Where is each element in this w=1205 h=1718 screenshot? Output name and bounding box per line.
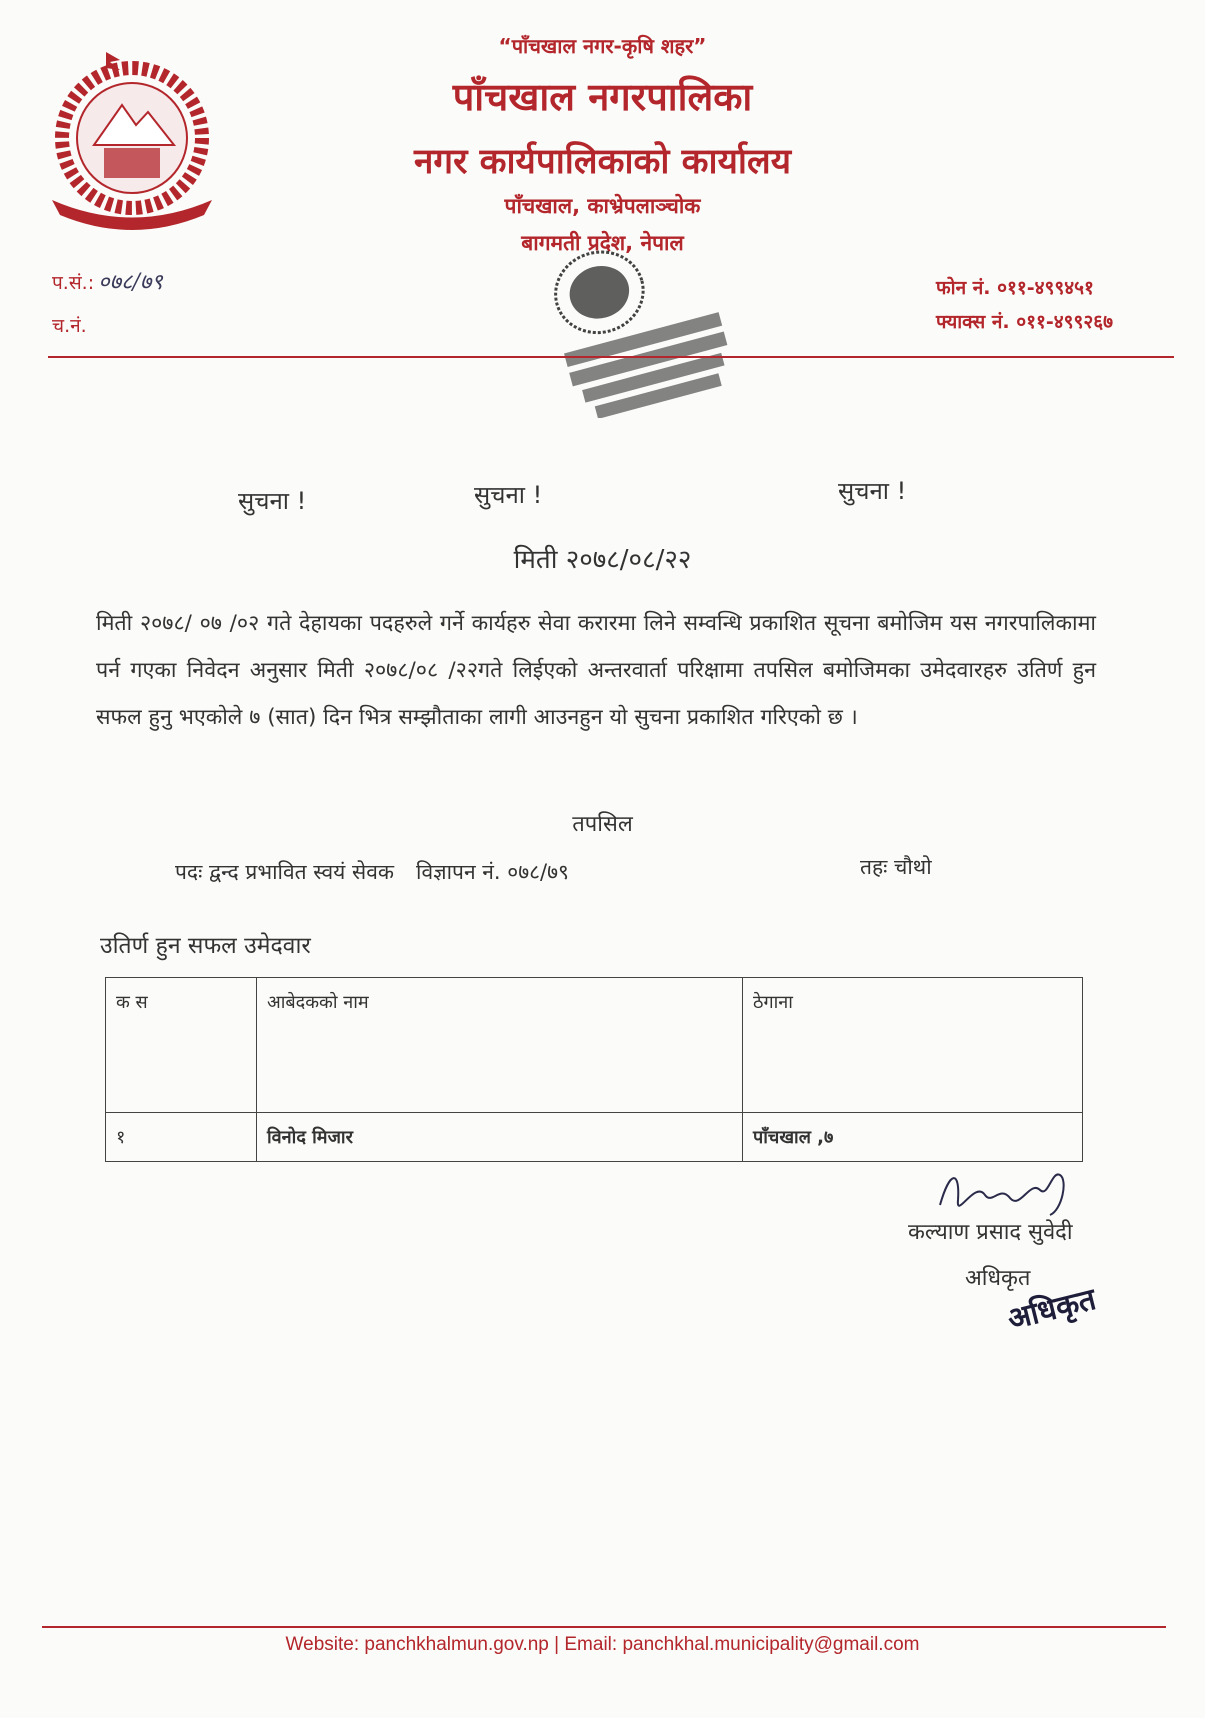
table-cell: १ [106,1113,257,1162]
dispatch-number-label: च.नं. [52,315,87,337]
table-header-cell: क स [106,978,257,1113]
table-cell: पाँचखाल ,७ [743,1113,1083,1162]
reference-label: प.सं.: [52,272,95,294]
table-header-row [106,978,1083,1113]
notice-heading-3: सुचना ! [838,477,907,505]
address-line2: बागमती प्रदेश, नेपाल [521,231,684,255]
municipality-tagline: “पाँचखाल नगर-कृषि शहर” [498,34,707,58]
notice-heading-1: सुचना ! [238,487,307,515]
section-title: उतिर्ण हुन सफल उमेदवार [100,933,311,959]
phone-number: फोन नं. ०११-४९९४५१ [936,277,1094,299]
reference-number [52,266,163,296]
office-title: नगर कार्यपालिकाको कार्यालय [413,142,792,182]
table-header-cell: आबेदकको नाम [257,978,743,1113]
designation-stamp: अधिकृत [1004,1281,1100,1338]
office-seal-icon [540,238,740,418]
advertisement-number: विज्ञापन नं. ०७८/७९ [416,860,569,884]
header-divider [48,356,1174,358]
signatory-title: अधिकृत [965,1266,1031,1291]
results-table [105,977,1083,1162]
notice-heading-2: सुचना ! [474,481,543,509]
address-line1: पाँचखाल, काभ्रेपलाञ्चोक [504,194,701,218]
footer-contact: Website: panchkhalmun.gov.np | Email: panchkhal.municipality@gmail.com [285,1634,920,1655]
post-level: तहः चौथो [860,855,932,879]
municipality-title: पाँचखाल नगरपालिका [452,75,753,119]
fax-number: फ्याक्स नं. ०११-४९९२६७ [936,311,1114,333]
notice-paragraph: मिती २०७८/ ०७ /०२ गते देहायका पदहरुले गर्ने कार्यहरु सेवा करारमा लिने सम्वन्धि प्रकाशित सूचना बमोजिम यस नगरपालिकामा पर्न गएका निवेदन अनुसार मिती २०७८/०८ /२२गते लिईएको अन्तरवार्ता परिक्षामा तपसिल बमोजिमका उमेदवारहरु उतिर्ण हुन सफल हुनु भएकोले ७ (सात) दिन भित्र सम्झौताका लागी आउनहुन यो सुचना प्रकाशित गरिएको छ । [96,611,1096,730]
post-line [175,858,591,886]
footer-divider [42,1626,1166,1628]
table-cell: विनोद मिजार [257,1113,743,1162]
notice-date: मिती २०७८/०८/२२ [513,545,692,575]
table-row [106,1113,1083,1162]
signatory-name: कल्याण प्रसाद सुवेदी [908,1220,1073,1245]
details-heading: तपसिल [572,812,633,837]
table-header-cell: ठेगाना [743,978,1083,1113]
reference-value: ०७८/७९ [98,270,163,295]
post-name: पदः द्वन्द प्रभावित स्वयं सेवक [175,860,394,884]
